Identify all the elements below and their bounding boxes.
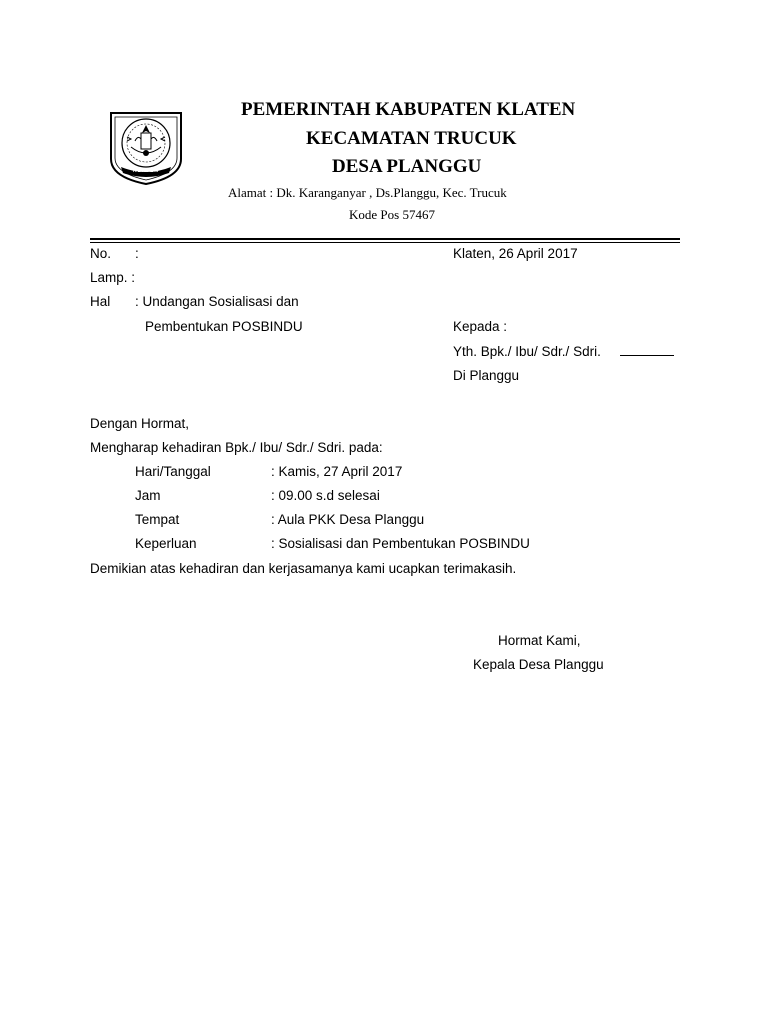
- subject-label: Hal: [90, 294, 111, 309]
- attachment-label: Lamp. :: [90, 270, 136, 285]
- detail-value-time: : 09.00 s.d selesai: [271, 488, 380, 503]
- header-divider-thin: [90, 242, 680, 243]
- recipient-location: Di Planggu: [453, 368, 520, 383]
- header-divider-thick: [90, 238, 680, 240]
- invitation-intro: Mengharap kehadiran Bpk./ Ibu/ Sdr./ Sdri. pada:: [90, 440, 383, 455]
- recipient-label: Kepada :: [453, 319, 508, 334]
- detail-label-date: Hari/Tanggal: [135, 464, 211, 479]
- detail-label-time: Jam: [135, 488, 161, 503]
- letter-number-label: No.: [90, 246, 112, 261]
- detail-value-purpose: : Sosialisasi dan Pembentukan POSBINDU: [271, 536, 530, 551]
- header-postal-code: Kode Pos 57467: [349, 207, 435, 222]
- recipient-blank-line: [620, 355, 674, 356]
- signature-title: Kepala Desa Planggu: [473, 657, 604, 672]
- klaten-regency-emblem-icon: [105, 107, 187, 187]
- subject-value-line2: Pembentukan POSBINDU: [145, 319, 303, 334]
- signature-regards: Hormat Kami,: [498, 633, 581, 648]
- header-village: DESA PLANGGU: [332, 156, 482, 177]
- logo-text: KLATEN: [133, 168, 159, 174]
- closing-sentence: Demikian atas kehadiran dan kerjasamanya kami ucapkan terimakasih.: [90, 561, 517, 576]
- greeting: Dengan Hormat,: [90, 416, 190, 431]
- header-district: KECAMATAN TRUCUK: [306, 128, 517, 149]
- detail-label-place: Tempat: [135, 512, 180, 527]
- header-regency: PEMERINTAH KABUPATEN KLATEN: [241, 99, 576, 120]
- detail-label-purpose: Keperluan: [135, 536, 197, 551]
- letter-number-colon: :: [135, 246, 139, 261]
- letter-date: Klaten, 26 April 2017: [453, 246, 578, 261]
- header-address: Alamat : Dk. Karanganyar , Ds.Planggu, Kec. Trucuk: [228, 185, 507, 200]
- subject-value-line1: : Undangan Sosialisasi dan: [135, 294, 299, 309]
- recipient-salutation: Yth. Bpk./ Ibu/ Sdr./ Sdri.: [453, 344, 601, 359]
- detail-value-date: : Kamis, 27 April 2017: [271, 464, 403, 479]
- detail-value-place: : Aula PKK Desa Planggu: [271, 512, 425, 527]
